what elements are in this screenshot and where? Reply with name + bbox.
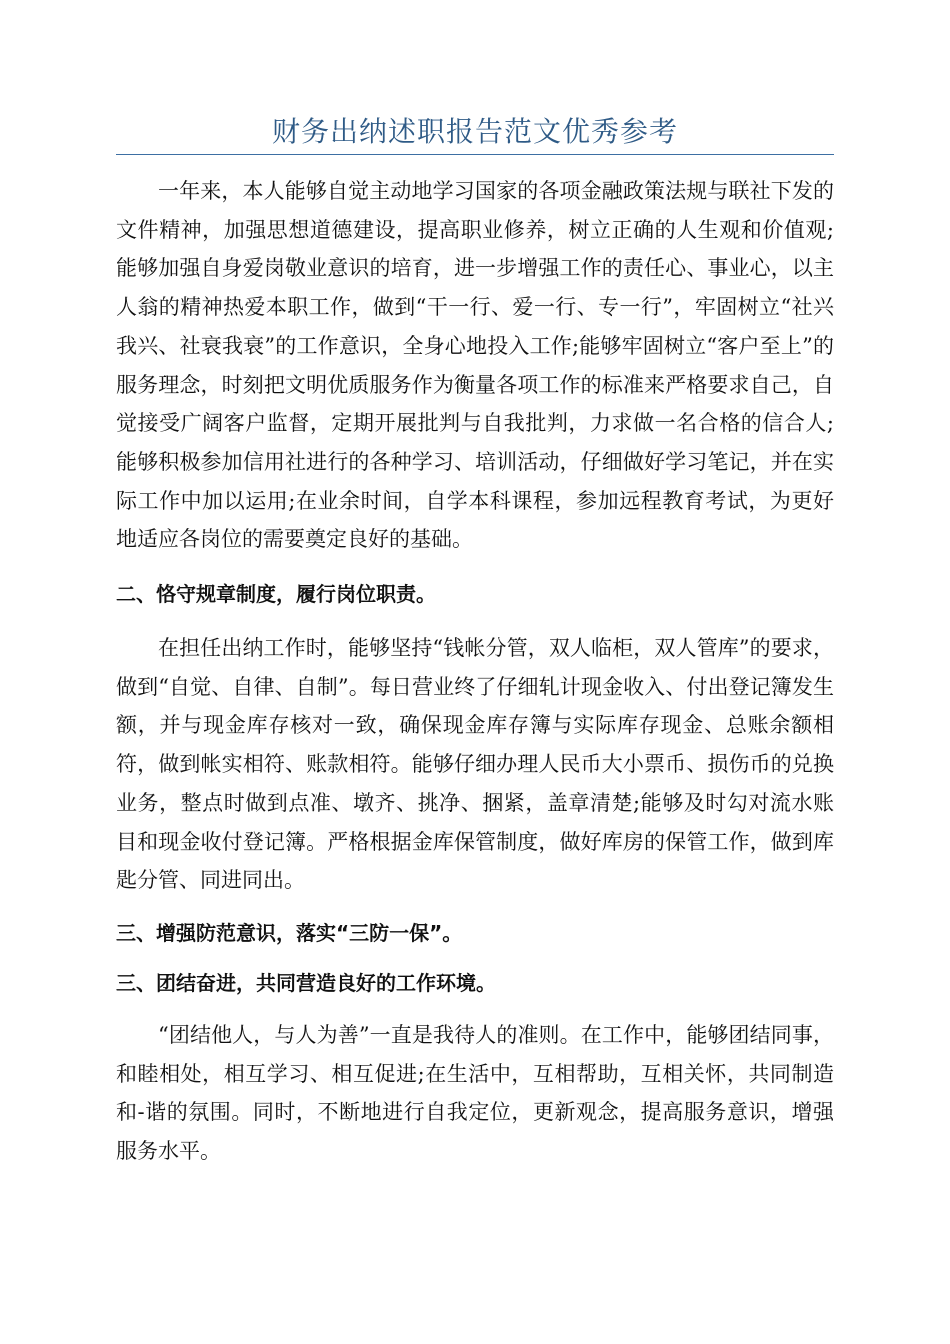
document-body	[116, 172, 834, 1171]
section-heading-rules: 二、恪守规章制度，履行岗位职责。	[116, 582, 436, 607]
title-underline	[116, 154, 834, 155]
paragraph-teamwork: “团结他人，与人为善”一直是我待人的准则。在工作中，能够团结同事，和睦相处，相互学习、相互促进;在生活中，互相帮助，互相关怀，共同制造和-谐的氛围。同时，不断地进行自我定位，更新观念，提高服务意识，增强服务水平。	[116, 1022, 834, 1164]
paragraph-study-and-ethics: 一年来，本人能够自觉主动地学习国家的各项金融政策法规与联社下发的文件精神，加强思想道德建设，提高职业修养，树立正确的人生观和价值观;能够加强自身爱岗敬业意识的培育，进一步增强工作的责任心、事业心，以主人翁的精神热爱本职工作，做到“干一行、爱一行、专一行”，牢固树立“社兴我兴、社衰我衰”的工作意识，全身心地投入工作;能够牢固树立“客户至上”的服务理念，时刻把文明优质服务作为衡量各项工作的标准来严格要求自己，自觉接受广阔客户监督，定期开展批判与自我批判，力求做一名合格的信合人;能够积极参加信用社进行的各种学习、培训活动，仔细做好学习笔记，并在实际工作中加以运用;在业余时间，自学本科课程，参加远程教育考试，为更好地适应各岗位的需要奠定良好的基础。	[116, 179, 834, 552]
section-heading-teamwork: 三、团结奋进，共同营造良好的工作环境。	[116, 970, 496, 995]
document-title: 财务出纳述职报告范文优秀参考	[271, 115, 678, 148]
paragraph-cashier-duties: 在担任出纳工作时，能够坚持“钱帐分管，双人临柜，双人管库”的要求，做到“自觉、自律、自制”。每日营业终了仔细轧计现金收入、付出登记簿发生额，并与现金库存核对一致，确保现金库存簿与实际库存现金、总账余额相符，做到帐实相符、账款相符。能够仔细办理人民币大小票币、损伤币的兑换业务，整点时做到点准、墩齐、挑净、捆紧，盖章清楚;能够及时勾对流水账目和现金收付登记簿。严格根据金库保管制度，做好库房的保管工作，做到库匙分管、同进同出。	[116, 636, 834, 893]
section-heading-prevention: 三、增强防范意识，落实“三防一保”。	[116, 920, 463, 945]
